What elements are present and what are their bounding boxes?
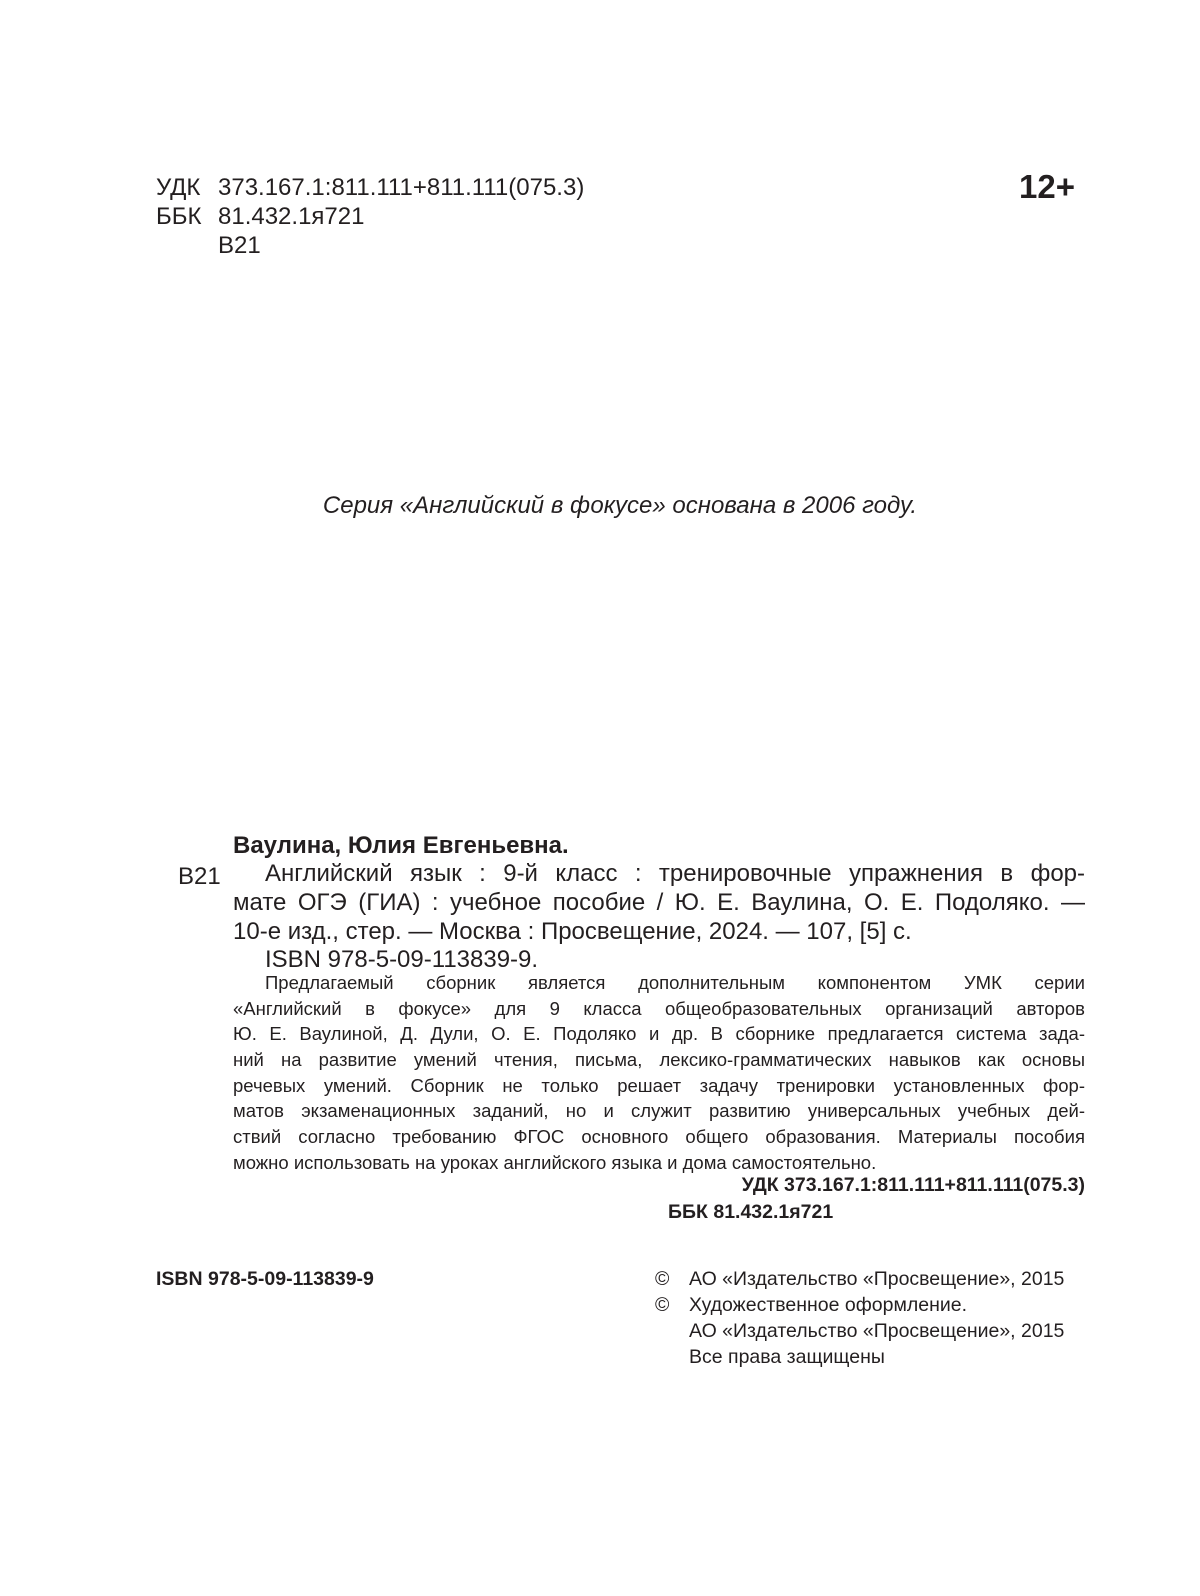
copyright-line: © Художественное оформление. (655, 1294, 968, 1316)
annotation-line: Ю. Е. Ваулиной, Д. Дули, О. Е. Подоляко и др. В сборнике предлагается система зада- (233, 1023, 1085, 1045)
series-note: Серия «Английский в фокусе» основана в 2006 году. (322, 492, 918, 519)
udk-label: УДК (156, 174, 201, 201)
record-title-line: Английский язык : 9-й класс : тренировочные упражнения в фор- (265, 860, 1085, 887)
record-isbn: ISBN 978-5-09-113839-9. (265, 946, 539, 973)
bbk-value: 81.432.1я721 (218, 203, 365, 230)
record-classification (0, 1172, 1085, 1226)
record-bbk: ББК 81.432.1я721 (668, 1201, 834, 1223)
copyright-block (655, 1266, 1064, 1370)
record-title-line: мате ОГЭ (ГИА) : учебное пособие / Ю. Е. Ваулина, О. Е. Подоляко. — (233, 889, 1085, 916)
author-code-row (156, 232, 261, 260)
annotation-line: речевых умений. Сборник не только решает задачу тренировки установленных фор- (233, 1074, 1085, 1096)
copyright-icon: © (655, 1294, 670, 1316)
record-title-rest (233, 889, 1085, 946)
record-udk: УДК 373.167.1:811.111+811.111(075.3) (741, 1174, 1085, 1196)
annotation-line: «Английский в фокусе» для 9 класса общеобразовательных организаций авторов (233, 997, 1085, 1019)
bbk-row (156, 203, 364, 231)
record-title-first (265, 860, 1085, 889)
record-author: Ваулина, Юлия Евгеньевна. (233, 832, 569, 859)
record-title-line: 10-е изд., стер. — Москва : Просвещение, 2024. — 107, [5] с. (233, 917, 912, 945)
record-author-code: В21 (178, 863, 221, 890)
copyright-line: АО «Издательство «Просвещение», 2015 (689, 1320, 1065, 1342)
record-annotation (233, 970, 1085, 1176)
annotation-line: можно использовать на уроках английского языка и дома самостоятельно. (233, 1151, 877, 1173)
copyright-icon: © (655, 1268, 670, 1290)
rights-reserved: Все права защищены (689, 1346, 885, 1368)
footer-isbn: ISBN 978-5-09-113839-9 (156, 1268, 374, 1290)
annotation-line: матов экзаменационных заданий, но и служит развитию универсальных учебных дей- (233, 1100, 1085, 1122)
udk-row (156, 174, 584, 202)
annotation-line: ний на развитие умений чтения, письма, лексико-грамматических навыков как основы (233, 1049, 1085, 1071)
bbk-label: ББК (156, 203, 202, 230)
annotation-line: ствий согласно требованию ФГОС основного общего образования. Материалы пособия (233, 1126, 1085, 1148)
age-rating: 12+ (1019, 168, 1075, 205)
author-code-top: В21 (218, 232, 261, 259)
copyright-line: © АО «Издательство «Просвещение», 2015 (655, 1268, 1065, 1290)
annotation-line: Предлагаемый сборник является дополнительным компонентом УМК серии (265, 972, 1085, 993)
udk-value: 373.167.1:811.111+811.111(075.3) (218, 174, 585, 201)
